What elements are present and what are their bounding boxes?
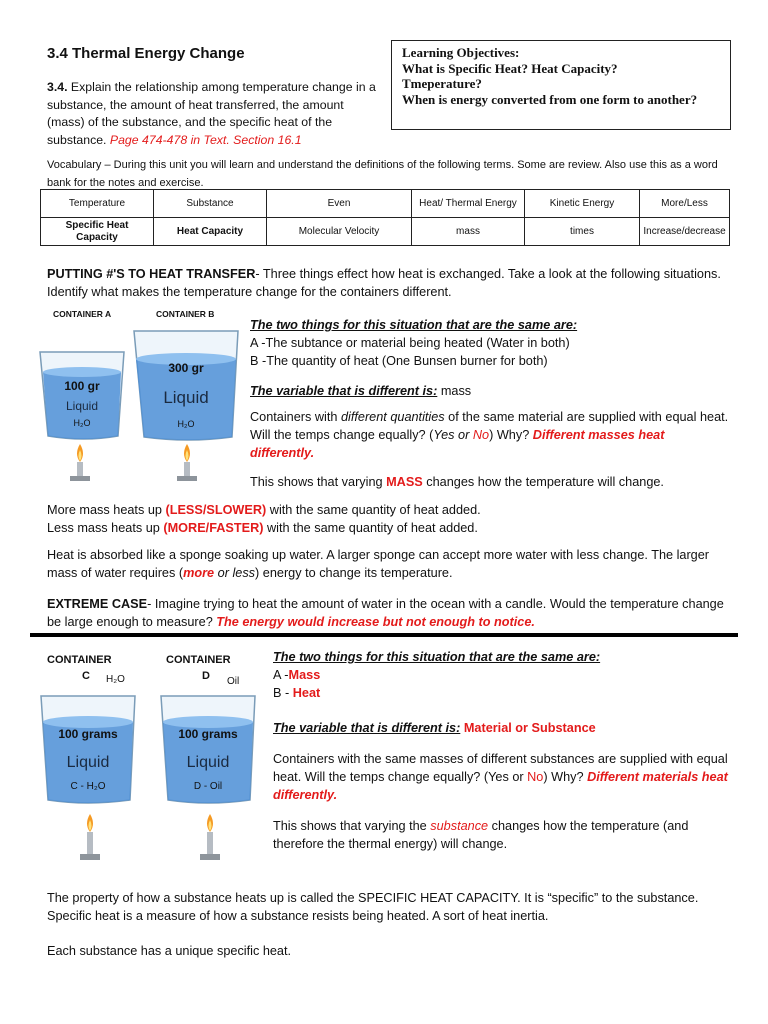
sponge-paragraph [47,546,737,582]
container-c-letter: C [82,670,90,682]
beaker-c-liquid: Liquid [66,754,110,771]
objective-line: Tmeperature? [402,76,482,91]
beaker-b [128,323,248,441]
rule-text: with the same quantity of heat added. [266,503,481,517]
container-b-label: CONTAINER B [156,309,215,319]
burner-d [196,812,224,864]
beaker-b-mass: 300 gr [168,361,204,375]
vocab-cell: Temperature [41,190,154,218]
section2-same-a [273,666,733,684]
q-text: Containers with the same masses of different substances are supplied with equal heat. Will the temps change equally? (Yes or [273,752,728,784]
sponge-less: or less [214,566,256,580]
shows-text: changes how the temperature (and therefore the thermal energy) will change. [273,819,689,851]
vocabulary-row [41,190,730,218]
section1-same-heading: The two things for this situation that are the same are: [250,318,578,332]
q-text: of the same material are supplied with equal heat. Will the temps change equally? ( [250,410,729,442]
vocabulary-row [41,218,730,246]
beaker-d-liquid: Liquid [186,754,230,771]
container-c-label: CONTAINER [47,654,112,666]
q-italic: different quantities [340,410,445,424]
rule-key: (MORE/FASTER) [163,521,264,535]
section1-same-a: A -The subtance or material being heated (Water in both) [250,336,570,350]
q-no: No [472,428,490,442]
standard-number: 3.4. [47,80,68,94]
q-answer: Different masses heat differently. [250,428,665,460]
vocab-cell: Molecular Velocity [267,218,412,246]
sponge-text: Heat is absorbed like a sponge soaking up water. A larger sponge can accept more water with less change. The larger mass of water requires ( [47,548,710,580]
section1-diff-heading: The variable that is different is: [250,384,438,398]
beaker-b-liquid: Liquid [163,388,209,407]
rule-text: Less mass heats up [47,521,164,535]
sponge-text: ) energy to change its temperature. [255,566,453,580]
vocab-cell: Increase/decrease [640,218,730,246]
section1-different [250,382,730,400]
same-b-answer: Heat [292,686,321,700]
objective-line: When is energy converted from one form to another? [402,91,698,107]
extreme-answer: The energy would increase but not enough to notice. [216,615,535,629]
beaker-d-tag: D - Oil [193,781,223,792]
vocab-cell: Even [267,190,412,218]
learning-objectives-box [391,40,731,130]
less-mass-line [47,519,737,537]
standard-reference: Page 474-478 in Text. Section 16.1 [109,132,302,147]
burner-b [173,442,201,484]
shows-text: changes how the temperature will change. [422,475,664,489]
shows-text: This shows that varying [250,475,387,489]
section1-same-b: B -The quantity of heat (One Bunsen burner for both) [250,354,548,368]
section1-shows [250,473,730,491]
q-no: No [527,770,544,784]
extreme-case-paragraph [47,595,737,631]
container-a-label: CONTAINER A [53,309,112,319]
shows-text: This shows that varying the [273,819,431,833]
q-text: ) Why? [489,428,533,442]
standard-body: Explain the relationship among temperature change in a substance, the amount of heat transferred, the amount (mass) of the substance, and the specific heat of the substance. [47,80,376,147]
vocabulary-intro: Vocabulary – During this unit you will learn and understand the definitions of the following terms. Some are review. Also use this as a word bank for the notes and exercise. [47,159,718,189]
beaker-c [36,688,142,806]
section2-same-heading: The two things for this situation that are the same are: [273,650,601,664]
extreme-text: - Imagine trying to heat the amount of water in the ocean with a candle. Would the temperature change be large enough to measure? [47,597,724,629]
vocab-cell: Specific Heat Capacity [41,218,154,246]
vocab-cell: More/Less [640,190,730,218]
same-prefix: B - [273,686,293,700]
section1-diff-answer: mass [437,384,472,398]
vocab-cell: Heat Capacity [154,218,267,246]
vocab-cell: mass [412,218,525,246]
standard-text [47,79,377,149]
beaker-c-tag: C - H₂O [70,781,106,792]
q-text: ) Why? [543,770,588,784]
extreme-heading: EXTREME CASE [47,597,148,611]
more-mass-line [47,501,737,519]
section1-heading: PUTTING #'S TO HEAT TRANSFER [47,267,256,281]
shows-key: MASS [386,475,423,489]
beaker-a-formula: H₂O [73,418,91,428]
rule-text: with the same quantity of heat added. [263,521,478,535]
specific-heat-paragraph: The property of how a substance heats up is called the SPECIFIC HEAT CAPACITY. It is “specific” to the substance. Specific heat is a measure of how a substance resists being heated. A sort of heat inertia. [47,891,699,923]
section1-question [250,408,730,462]
vocab-cell: Kinetic Energy [525,190,640,218]
container-d-sub: Oil [227,676,240,687]
burner-c [76,812,104,864]
vocab-cell: Heat/ Thermal Energy [412,190,525,218]
section1-intro [47,265,737,301]
container-d-label: CONTAINER [166,654,231,666]
section1-comparison [250,316,730,491]
burner-a [66,442,94,484]
section2-same-b [273,684,733,702]
beaker-a-mass: 100 gr [64,379,100,393]
q-text: Containers with [250,410,341,424]
section2-comparison [273,648,733,853]
section1-intro-text: - Three things effect how heat is exchanged. Take a look at the following situations. Identify what makes the temperature change for the containers different. [47,267,721,299]
beaker-c-mass: 100 grams [58,727,118,741]
rule-text: More mass heats up [47,503,166,517]
q-answer: Different materials heat differently. [273,770,728,802]
vocabulary-table [40,189,730,246]
page-title: 3.4 Thermal Energy Change [47,45,245,62]
vocab-cell: Substance [154,190,267,218]
beaker-a-liquid: Liquid [65,399,99,413]
section-divider [30,633,738,637]
mass-rules [47,501,737,537]
section2-diff-answer: Material or Substance [460,721,596,735]
objective-line: What is Specific Heat? Heat Capacity? [402,60,618,76]
vocab-cell: times [525,218,640,246]
same-a-answer: Mass [288,668,321,682]
q-yes: Yes or [433,428,473,442]
rule-key: (LESS/SLOWER) [165,503,267,517]
container-d-letter: D [202,670,210,682]
section2-shows [273,817,733,853]
shows-key: substance [430,819,489,833]
beaker-d [156,688,262,806]
unique-specific-heat: Each substance has a unique specific heat. [47,944,292,958]
section2-question [273,750,733,804]
beaker-a [34,340,134,440]
beaker-b-formula: H₂O [177,419,195,429]
section2-diff-heading: The variable that is different is: [273,721,461,735]
same-prefix: A - [273,668,289,682]
sponge-more: more [183,566,215,580]
section2-different [273,719,733,737]
beaker-d-mass: 100 grams [178,727,238,741]
objectives-heading: Learning Objectives: [402,45,520,60]
container-c-sub: H₂O [106,674,125,685]
